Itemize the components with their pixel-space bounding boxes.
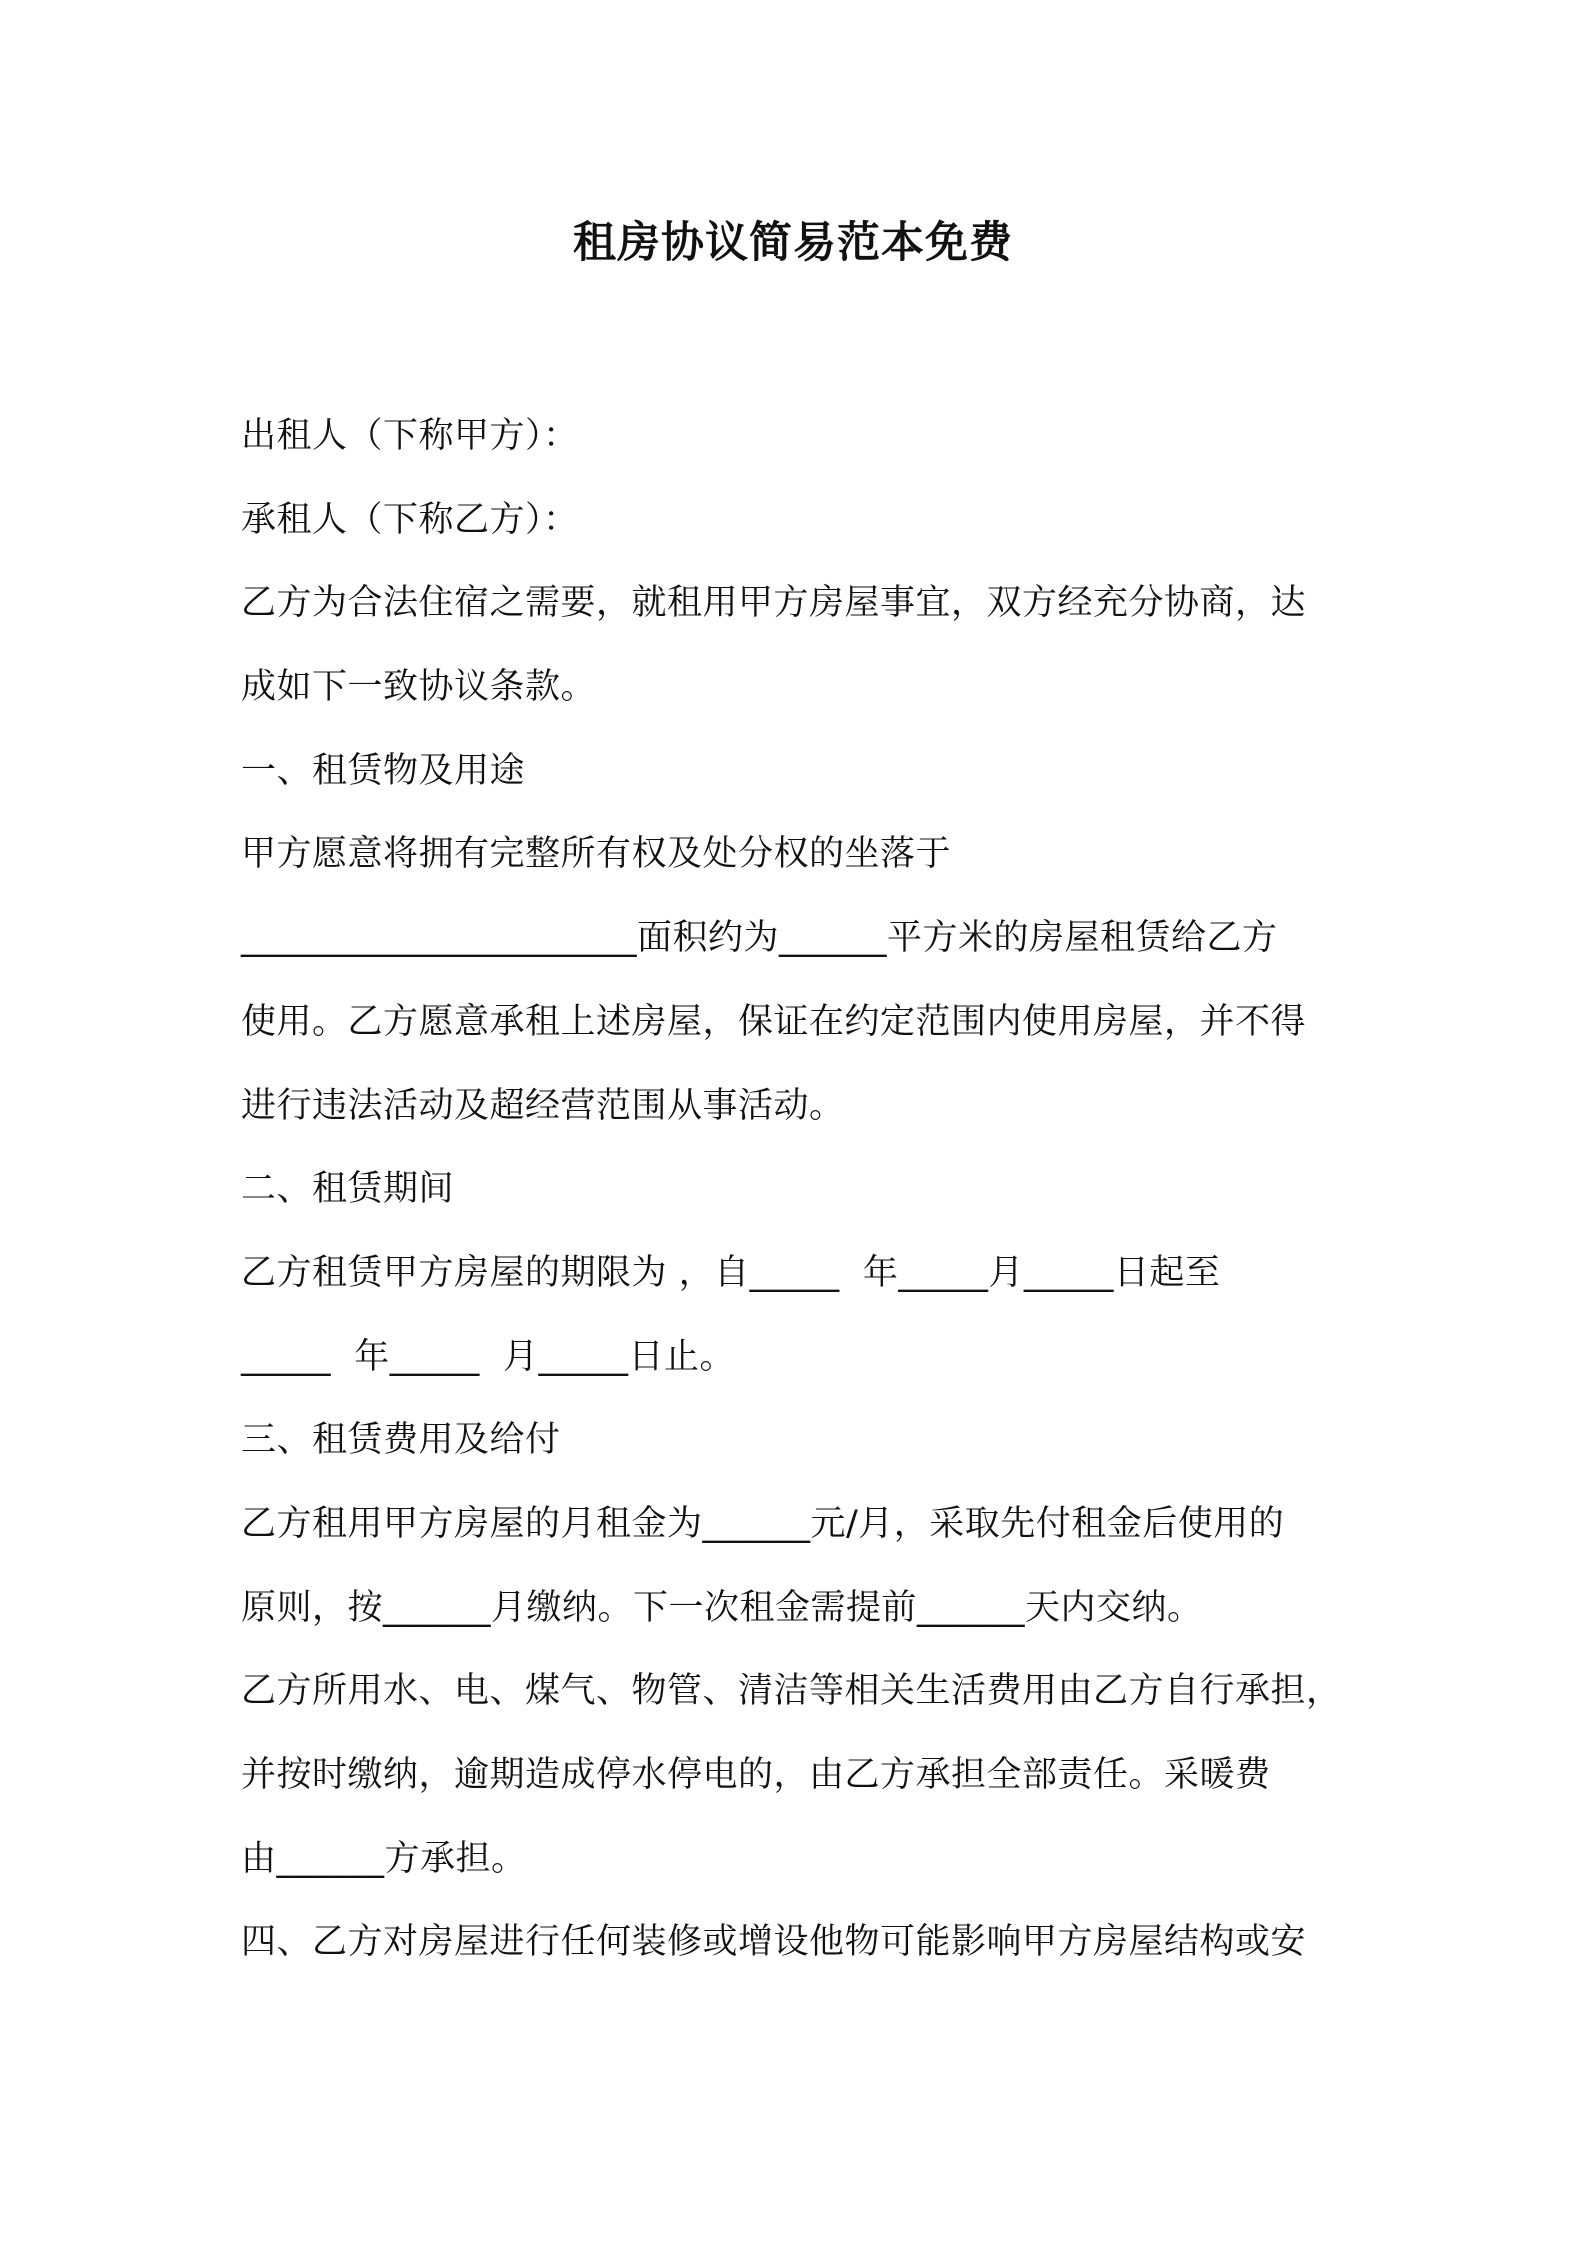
section-1-line-4: 进行违法活动及超经营范围从事活动。	[241, 1085, 845, 1126]
lessee-line: 承租人（下称乙方）：	[241, 499, 579, 540]
intro-line-2: 成如下一致协议条款。	[241, 667, 597, 708]
section-2-heading: 二、租赁期间	[241, 1169, 455, 1210]
lessor-line: 出租人（下称甲方）：	[241, 416, 579, 456]
section-4-line-1: 四、乙方对房屋进行任何装修或增设他物可能影响甲方房屋结构或安	[241, 1922, 1307, 1963]
section-3-line-3: 乙方所用水、电、煤气、物管、清洁等相关生活费用由乙方自行承担，	[241, 1671, 1342, 1712]
section-2-line-1: 乙方租赁甲方房屋的期限为 ，自_____ 年_____月_____日起至	[241, 1252, 1221, 1293]
section-3-heading: 三、租赁费用及给付	[241, 1420, 561, 1461]
section-1-heading: 一、租赁物及用途	[241, 750, 526, 791]
section-1-line-1: 甲方愿意将拥有完整所有权及处分权的坐落于	[241, 834, 952, 875]
section-3-line-2: 原则，按______月缴纳。下一次租金需提前______天内交纳。	[241, 1587, 1203, 1628]
section-1-line-2: ______________________面积约为______平方米的房屋租赁给乙方	[241, 918, 1278, 959]
section-3-line-4: 并按时缴纳，逾期造成停水停电的，由乙方承担全部责任。采暖费	[241, 1755, 1271, 1795]
section-3-line-1: 乙方租用甲方房屋的月租金为______元/月，采取先付租金后使用的	[241, 1503, 1285, 1544]
document-title: 租房协议简易范本免费	[573, 218, 1013, 268]
section-2-line-2: _____ 年_____ 月_____日止。	[241, 1336, 736, 1377]
document-body	[241, 406, 1361, 1996]
section-3-line-5: 由______方承担。	[241, 1838, 527, 1879]
section-1-line-3: 使用。乙方愿意承租上述房屋，保证在约定范围内使用房屋，并不得	[241, 1001, 1307, 1042]
intro-line-1: 乙方为合法住宿之需要，就租用甲方房屋事宜，双方经充分协商，达	[241, 583, 1307, 624]
